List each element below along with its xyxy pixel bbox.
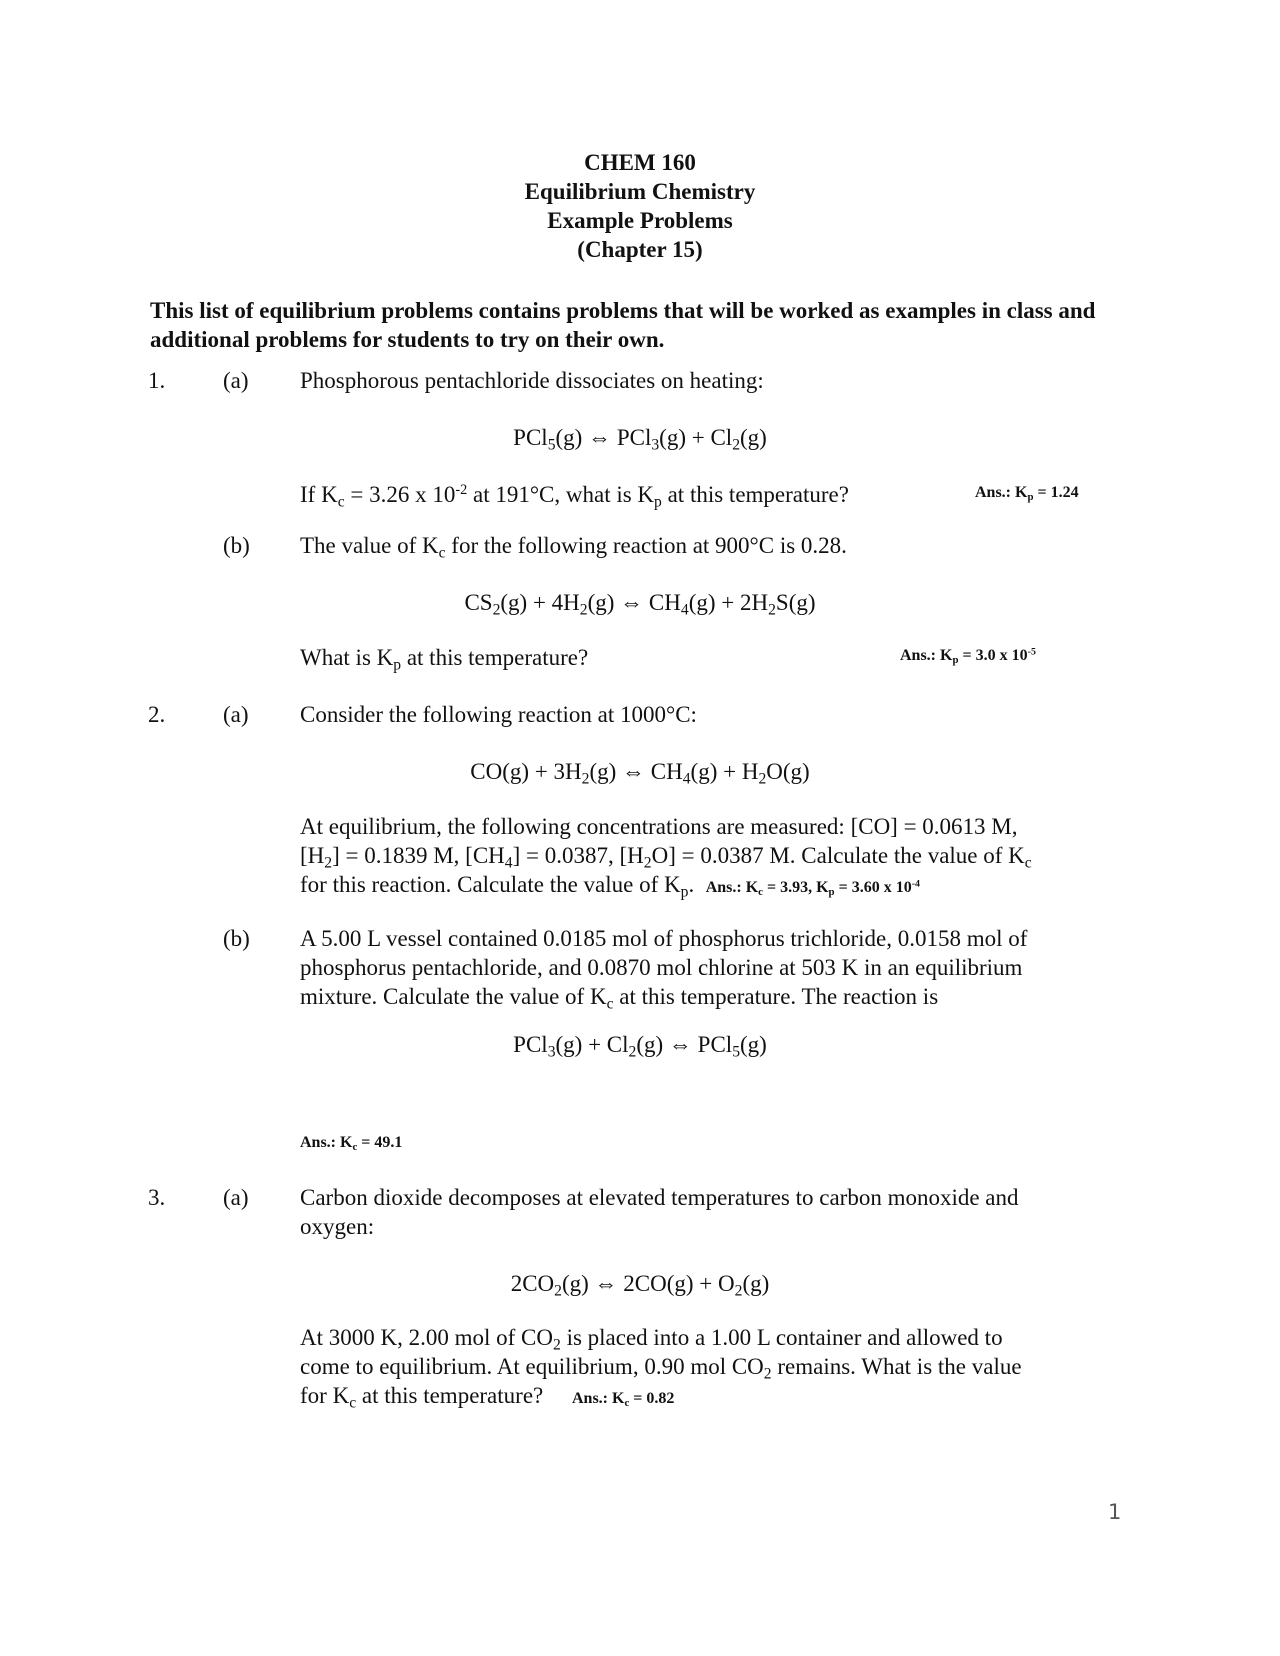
- problem-1b-stem: The value of $K_c$ for the following reaction at 900°C is 0.28.: [300, 533, 847, 562]
- intro-paragraph: This list of equilibrium problems contains problems that will be worked as examples in class and additional problems for students to try on their own.: [150, 298, 1096, 352]
- page-number: 1: [1108, 1500, 1122, 1524]
- problem-3a-text-line-4: come to equilibrium. At equilibrium, 0.90 mol $CO_2$ remains. What is the value: [300, 1354, 1022, 1383]
- problem-1-number: 1.: [148, 368, 166, 393]
- problem-1b-answer: Ans.: $K_p = 3.0$ x $10^{-5}$: [900, 646, 1036, 667]
- problem-3a-equation: $2CO_2(g)$ ⇔ $2CO(g) + O_2(g)$: [510, 1271, 770, 1300]
- problem-3a-text-line-1: Carbon dioxide decomposes at elevated temperatures to carbon monoxide and: [300, 1185, 1019, 1210]
- subject-title: Equilibrium Chemistry: [524, 179, 756, 204]
- title-block: [0, 148, 1280, 264]
- problem-2a-equation: $CO(g) + 3H_2(g)$ ⇔ $CH_4(g) + H_2O(g)$: [470, 759, 810, 788]
- problem-2b-text-line-3: mixture. Calculate the value of $K_c$ at this temperature. The reaction is: [300, 984, 939, 1013]
- problem-3-number: 3.: [148, 1185, 166, 1210]
- course-title: CHEM 160: [584, 150, 696, 175]
- problem-2b-label: (b): [223, 926, 250, 951]
- problem-2a-answer: Ans.: $K_c = 3.93$, $K_p = 3.60$ x $10^{-4}$: [705, 878, 920, 899]
- problem-2b-text-line-1: A 5.00 L vessel contained 0.0185 mol of phosphorus trichloride, 0.0158 mol of: [300, 926, 1028, 951]
- problem-1a-question: If $K_c = 3.26$ x $10^{-2}$ at 191°C, what is $K_p$ at this temperature?: [300, 482, 849, 511]
- problem-3a-text-line-5: for $K_c$ at this temperature? Ans.: $K_c = 0.82$: [300, 1383, 675, 1412]
- problem-3a-answer: Ans.: $K_c = 0.82$: [572, 1390, 675, 1410]
- chapter-title: (Chapter 15): [577, 237, 703, 262]
- problem-2b-text-line-2: phosphorus pentachloride, and 0.0870 mol chlorine at 503 K in an equilibrium: [300, 955, 1023, 980]
- problem-1a-answer: Ans.: $K_p = 1.24$: [975, 484, 1079, 504]
- problem-1b-equation: $CS_2(g) + 4H_2(g)$ ⇔ $CH_4(g) + 2H_2S(g)$: [464, 590, 816, 619]
- problem-3a-text-line-3: At 3000 K, 2.00 mol of $CO_2$ is placed into a 1.00 L container and allowed to: [300, 1325, 1003, 1354]
- problem-1b-question: What is $K_p$ at this temperature?: [300, 645, 589, 674]
- problem-2b-equation: $PCl_3(g) + Cl_2(g)$ ⇔ PCl$_5$(g): [513, 1032, 767, 1061]
- problem-3a-text-line-2: oxygen:: [300, 1214, 375, 1239]
- problem-2-number: 2.: [148, 702, 166, 727]
- problem-1a-label: (a): [223, 368, 249, 393]
- problem-2a-text-line-3: for this reaction. Calculate the value of $K_p$. Ans.: $K_c = 3.93$, $K_p = 3.60$ x $10^{-4}$: [300, 872, 920, 901]
- kind-title: Example Problems: [547, 208, 733, 233]
- problem-2a-text-line-1: At equilibrium, the following concentrations are measured: [CO] = 0.0613 M,: [300, 814, 1018, 839]
- problem-3a-label: (a): [223, 1185, 249, 1210]
- problem-2b-answer: Ans.: $K_c = 49.1$: [300, 1134, 403, 1154]
- problem-1a-equation: PCl$_5$(g) ⇔ $PCl_3(g) + Cl_2(g)$: [513, 425, 767, 454]
- problem-2a-label: (a): [223, 702, 249, 727]
- problem-2a-stem: Consider the following reaction at 1000°C:: [300, 702, 697, 727]
- problem-1b-label: (b): [223, 533, 250, 558]
- problem-1a-stem: Phosphorous pentachloride dissociates on heating:: [300, 368, 764, 393]
- problem-2a-text-line-2: $[H_2] = 0.1839$ M, $[CH_4] = 0.0387$, $[H_2O] = 0.0387$ M. Calculate the value of $K_c$: [300, 843, 1032, 872]
